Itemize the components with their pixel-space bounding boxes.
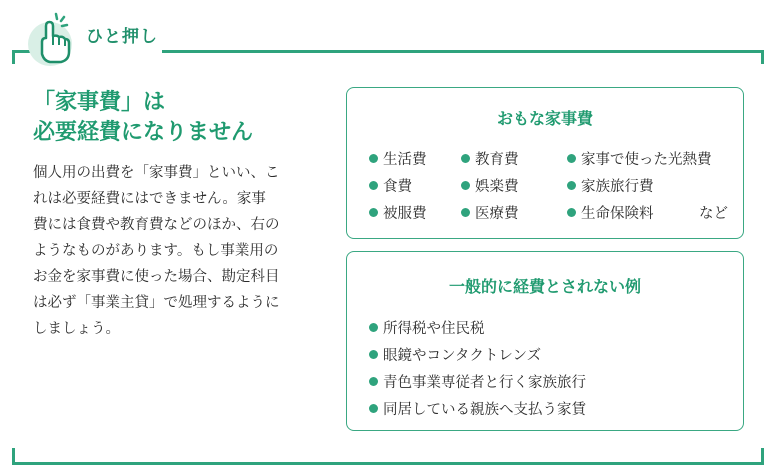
- pointing-hand-icon: [28, 8, 88, 68]
- list-item: 生命保険料: [567, 202, 654, 223]
- bullet-icon: [567, 208, 576, 217]
- list-item: 家事で使った光熱費: [567, 148, 712, 169]
- body-line: 個人用の出費を「家事費」といい、こ: [33, 165, 280, 181]
- page-title-line-1: 「家事費」は: [33, 90, 166, 115]
- page-title-line-2: 必要経費になりません: [33, 120, 254, 145]
- list-item: 被服費: [369, 202, 427, 223]
- bullet-icon: [369, 323, 378, 332]
- bullet-icon: [369, 208, 378, 217]
- frame-bottom-line: [12, 462, 764, 465]
- body-line: 費には食費や教育費などのほか、右の: [33, 217, 280, 233]
- body-line: は必ず「事業主貸」で処理するように: [33, 295, 280, 311]
- main-expenses-box: [346, 87, 744, 239]
- main-expenses-title: おもな家事費: [496, 109, 593, 128]
- bullet-icon: [369, 404, 378, 413]
- list-item: 娯楽費: [461, 175, 519, 196]
- body-paragraph: [33, 160, 323, 342]
- bullet-icon: [369, 350, 378, 359]
- bullet-icon: [567, 181, 576, 190]
- not-expenses-box: [346, 251, 744, 431]
- not-expenses-title: 一般的に経費とされない例: [448, 277, 641, 296]
- frame-left-bottom-line: [12, 448, 15, 465]
- list-item: 家族旅行費: [567, 175, 654, 196]
- list-item: 青色事業専従者と行く家族旅行: [369, 370, 586, 397]
- frame-right-top-line: [761, 50, 764, 64]
- section-tag-title: ひと押し: [86, 27, 158, 47]
- body-line: ようなものがあります。もし事業用の: [33, 243, 279, 259]
- frame-left-top-line: [12, 50, 15, 64]
- list-item: 教育費: [461, 148, 519, 169]
- list-item: 医療費: [461, 202, 519, 223]
- bullet-icon: [369, 154, 378, 163]
- bullet-icon: [567, 154, 576, 163]
- bullet-icon: [461, 154, 470, 163]
- list-item: 所得税や住民税: [369, 316, 586, 343]
- bullet-icon: [369, 377, 378, 386]
- frame-right-bottom-line: [761, 448, 764, 465]
- bullet-icon: [369, 181, 378, 190]
- body-line: お金を家事費に使った場合、勘定科目: [33, 269, 280, 285]
- etc-label: など: [699, 206, 728, 222]
- frame-top-line: [12, 50, 764, 53]
- body-line: しましょう。: [33, 321, 120, 337]
- bullet-icon: [461, 208, 470, 217]
- list-item: 生活費: [369, 148, 427, 169]
- page-title: [33, 88, 253, 148]
- not-expenses-list: [369, 316, 586, 424]
- bullet-icon: [461, 181, 470, 190]
- list-item: 食費: [369, 175, 412, 196]
- body-line: れは必要経費にはできません。家事: [33, 191, 266, 207]
- list-item: 同居している親族へ支払う家賃: [369, 397, 586, 424]
- list-item: 眼鏡やコンタクトレンズ: [369, 343, 586, 370]
